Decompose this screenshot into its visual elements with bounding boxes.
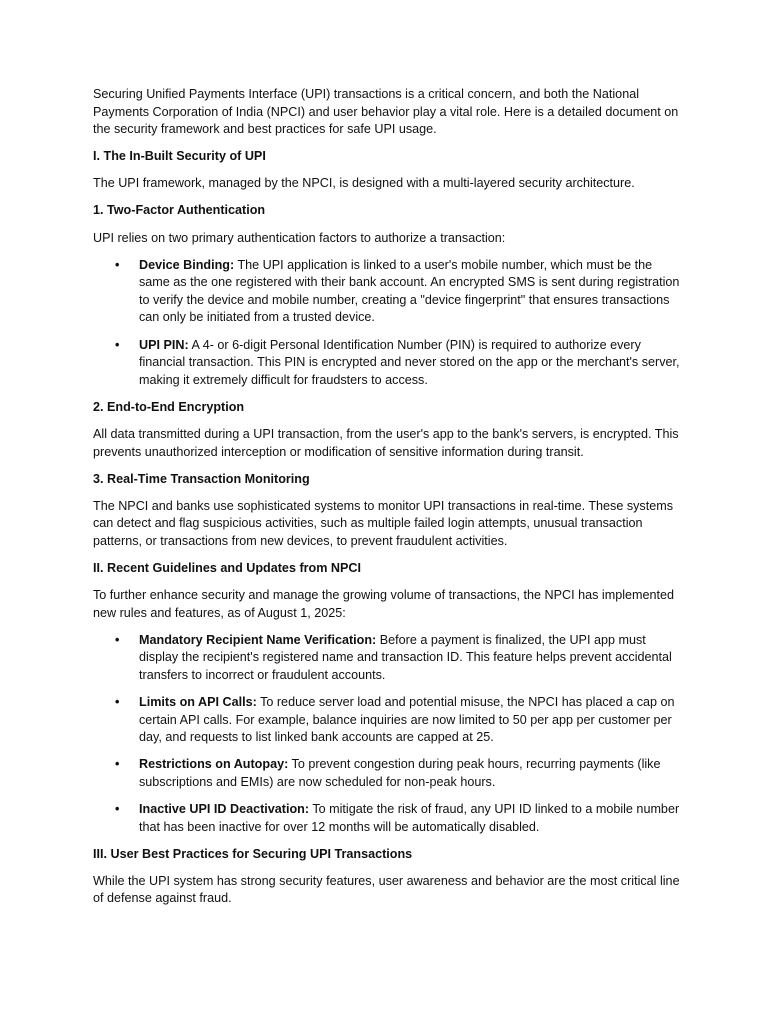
bullet-marker: • [115,632,120,647]
list-item-term: Restrictions on Autopay: [139,757,289,772]
bullet-marker: • [115,802,120,816]
intro-paragraph: Securing Unified Payments Interface (UPI) transactions is a critical concern, and both the National Payments Corporation of India (NPCI) and user behavior play a vital role. Here is a detailed document on the security framework and best practices for safe UPI usage. [93,87,679,137]
bullet-list-authentication-factors [93,257,683,390]
subheading-real-time-monitoring: 3. Real-Time Transaction Monitoring [93,471,310,486]
section-heading-in-built-security: I. The In-Built Security of UPI [93,149,266,164]
bullet-marker: • [115,695,120,710]
list-item [93,756,683,791]
subheading-end-to-end-encryption: 2. End-to-End Encryption [93,399,245,414]
section-heading-user-best-practices: III. User Best Practices for Securing UPI Transactions [93,846,413,861]
list-item-term: Limits on API Calls: [139,695,257,710]
bullet-marker: • [115,337,120,352]
list-item-text: To mitigate the risk of fraud, any UPI ID linked to a mobile number that has been inactive for over 12 months will be automatically disabled. [139,802,680,834]
document-page [93,86,683,917]
paragraph-end-to-end-encryption: All data transmitted during a UPI transaction, from the user's app to the bank's servers, is encrypted. This prevents unauthorized interception or modification of sensitive information during transit. [93,426,679,459]
section-paragraph-in-built-security: The UPI framework, managed by the NPCI, is designed with a multi-layered security architecture. [93,176,635,191]
list-item-term: UPI PIN: [139,337,189,352]
paragraph-real-time-monitoring: The NPCI and banks use sophisticated systems to monitor UPI transactions in real-time. These systems can detect and flag suspicious activities, such as multiple failed login attempts, unusual transaction patterns, or transactions from new devices, to prevent fraudulent activities. [93,498,674,548]
list-item-text: A 4- or 6-digit Personal Identification Number (PIN) is required to authorize every financial transaction. This PIN is encrypted and never stored on the app or the merchant's server, making it extremely difficult for fraudsters to access. [139,337,680,387]
list-item-term: Device Binding: [139,257,235,272]
list-item-text: To reduce server load and potential misuse, the NPCI has placed a cap on certain API calls. For example, balance inquiries are now limited to 50 per app per customer per day, and requests to list linked bank accounts are capped at 25. [139,695,675,745]
paragraph-two-factor-authentication: UPI relies on two primary authentication factors to authorize a transaction: [93,230,506,245]
list-item-term: Mandatory Recipient Name Verification: [139,632,377,647]
bullet-list-npci-updates [93,632,683,836]
list-item [93,632,683,685]
section-heading-npci-guidelines: II. Recent Guidelines and Updates from NPCI [93,560,362,575]
section-paragraph-npci-guidelines: To further enhance security and manage the growing volume of transactions, the NPCI has implemented new rules and features, as of August 1, 2025: [93,588,675,620]
subheading-two-factor-authentication: 1. Two-Factor Authentication [93,203,266,218]
list-item-term: Inactive UPI ID Deactivation: [139,802,310,816]
list-item-text: Before a payment is finalized, the UPI app must display the recipient's registered name and transaction ID. This feature helps prevent accidental transfers to incorrect or fraudulent accounts. [139,632,672,682]
list-item [93,257,683,327]
bullet-marker: • [115,257,120,272]
section-paragraph-user-best-practices: While the UPI system has strong security features, user awareness and behavior are the most critical line of defense against fraud. [93,873,680,906]
list-item [93,801,683,836]
list-item [93,694,683,747]
list-item-text: To prevent congestion during peak hours, recurring payments (like subscriptions and EMIs) are now scheduled for non-peak hours. [139,757,661,789]
list-item-text: The UPI application is linked to a user's mobile number, which must be the same as the one registered with their bank account. An encrypted SMS is sent during registration to verify the device and mobile number, creating a "device fingerprint" that ensures transactions can only be initiated from a trusted device. [139,257,680,325]
list-item [93,337,683,390]
bullet-marker: • [115,757,120,772]
